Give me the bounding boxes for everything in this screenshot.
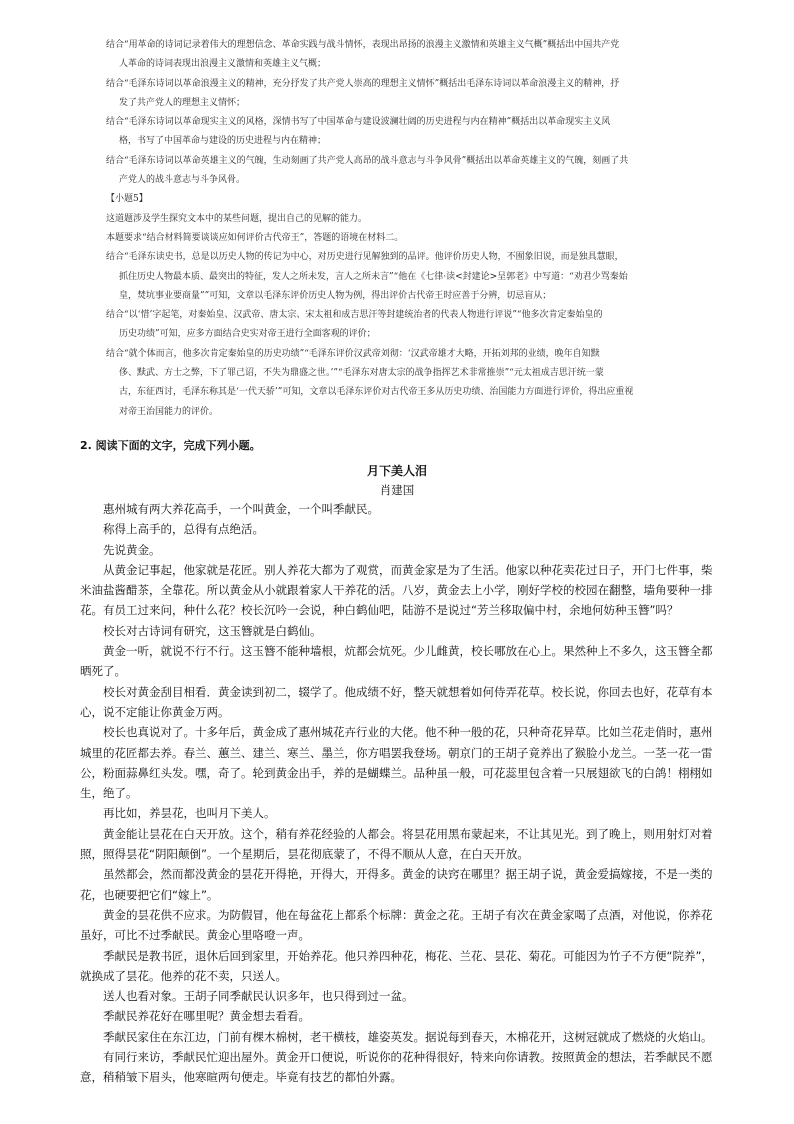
story-paragraph: 校长对黄金刮目相看．黄金读到初二，辍学了。他成绩不好，整天就想着如何侍弄花草。校长说，你回去也好，花草有本心，说不定能让你黄金万两。 [80, 684, 713, 719]
analysis-line: 结合“用革命的诗词记录着伟大的理想信念、革命实践与战斗情怀，表现出昂扬的浪漫主义激情和英雄主义气概”概括出中国共产党 [106, 40, 620, 50]
analysis-line: 历史功绩”可知，应多方面结合史实对帝王进行全面客观的评价； [119, 329, 376, 340]
story-paragraph: 先说黄金。 [103, 542, 161, 557]
story-paragraph: 校长也真说对了。十多年后，黄金成了惠州城花卉行业的大佬。他不种一般的花，只种奇花异草。比如兰花走俏时，惠州城里的花匠都去养。春兰、蕙兰、建兰、寒兰、墨兰，你方唱罢我登场。朝京门的王胡子竟养出了猴脸小龙兰。一茎一花一雷公，粉面蒜鼻红头发。嘿，奇了。轮到黄金出手，养的是蝴蝶兰。品种虽一般，可花蕊里包含着一只展翅欲飞的白鸽！栩栩如生，绝了。 [80, 725, 713, 801]
story-title: 月下美人泪 [366, 464, 427, 478]
analysis-line: 结合“毛泽东诗词以革命现实主义的风格，深情书写了中国革命与建设波澜壮阔的历史进程与内在精神”概括出以革命现实主义风 [106, 117, 611, 128]
analysis-line: 发了共产党人的理想主义情怀； [119, 97, 246, 108]
analysis-line: 这道题涉及学生探究文本中的某些问题，提出自己的见解的能力。 [106, 213, 368, 224]
story-paragraph: 虽然都会，然而都没黄金的昙花开得艳，开得大，开得多。黄金的诀窍在哪里？据王胡子说，黄金爱搞嫁接，不是一类的花，也硬要把它们“嫁上”。 [80, 867, 713, 902]
story-paragraph: 黄金能让昙花在白天开放。这个，稍有养花经验的人都会。将昙花用黑布蒙起来，不让其见光。到了晚上，则用射灯对着照，照得昙花“阴阳颠倒”。一个星期后，昙花彻底蒙了，不得不顺从人意，在白天开放。 [80, 826, 713, 862]
analysis-line: 产党人的战斗意志与斗争风骨。 [119, 175, 246, 186]
story-paragraph: 季献民家住在东江边，门前有棵木棉树，老干横枝，雄姿英发。据说每到春天，木棉花开，这树冠就成了燃烧的火焰山。 [103, 1029, 713, 1044]
analysis-line: 结合“以‘惜’字起笔，对秦始皇、汉武帝、唐太宗、宋太祖和成吉思汗等封建统治者的代表人物进行评说”“他多次肯定秦始皇的 [106, 310, 603, 321]
analysis-line: 结合“毛泽东诗词以革命英雄主义的气魄，生动刻画了共产党人高昂的战斗意志与斗争风骨”概括出以革命英雄主义的气魄，刻画了共 [106, 155, 629, 166]
story-paragraph: 季献民养花好在哪里呢？黄金想去看看。 [103, 1009, 310, 1024]
analysis-line: 侈、黩武、方士之弊，下了罪己诏，不失为鼎盛之世。’”“毛泽东对唐太宗的战争指挥艺术非常推崇”“元太祖成吉思汗统一蒙 [119, 368, 604, 379]
analysis-line: 【小题5】 [106, 194, 148, 205]
story-paragraph: 有同行来访，季献民忙迎出屋外。黄金开口便说，听说你的花种得很好，特来向你请教。按照黄金的想法，若季献民不愿意，稍稍皱下眉头，他寒暄两句便走。毕竟有技艺的都怕外露。 [80, 1050, 713, 1085]
analysis-line: 结合“毛泽东诗词以革命浪漫主义的精神，充分抒发了共产党人崇高的理想主义情怀”概括出毛泽东诗词以革命浪漫主义的精神，抒 [106, 78, 620, 89]
question-heading: 2. 阅读下面的文字，完成下列小题。 [80, 439, 261, 452]
story-paragraph: 黄金一听，就说不行不行。这玉簪不能种墙根，炕都会炕死。少儿雌黄，校长哪放在心上。果然种上不多久，这玉簪全都晒死了。 [80, 644, 713, 679]
story-paragraph: 校长对古诗词有研究，这玉簪就是白鹤仙。 [103, 623, 322, 638]
analysis-line: 本题要求“结合材料简要谈谈应如何评价古代帝王”，答题的语境在材料二。 [106, 232, 404, 243]
story-paragraph: 再比如，养昙花，也叫月下美人。 [103, 806, 276, 821]
story-paragraph: 惠州城有两大养花高手，一个叫黄金，一个叫季献民。 [103, 502, 379, 516]
analysis-line: 对帝王治国能力的评价。 [119, 406, 219, 417]
story-paragraph: 送人也看对象。王胡子同季献民认识多年，也只得到过一盆。 [103, 989, 414, 1004]
story-paragraph: 黄金的昙花供不应求。为防假冒，他在每盆花上都系个标牌：黄金之花。王胡子有次在黄金家喝了点酒，对他说，你养花虽好，可比不过季献民。黄金心里咯噔一声。 [80, 907, 713, 943]
analysis-line: 格，书写了中国革命与建设的历史进程与内在精神； [119, 136, 327, 147]
analysis-line: 抓住历史人物最本质、最突出的特征，发人之所未发，言人之所未言”“他在《七律·读<封建论>呈郭老》中写道：“劝君少骂秦始 [119, 271, 628, 282]
story-body [80, 499, 716, 1088]
analysis-line: 皇，焚坑事业要商量””可知，文章以毛泽东评价历史人物为例，得出评价古代帝王时应善于分辨，切忌盲从； [119, 290, 552, 301]
analysis-line: 结合“就个体而言，他多次肯定秦始皇的历史功绩”“毛泽东评价汉武帝刘彻：‘汉武帝雄才大略，开拓刘邦的业绩，晚年自知黩 [106, 348, 600, 359]
analysis-line: 人革命的诗词表现出浪漫主义激情和英雄主义气概； [119, 59, 327, 70]
answer-analysis-section [106, 36, 718, 422]
story-paragraph: 从黄金记事起，他家就是花匠。别人养花大都为了观赏，而黄金家是为了生活。他家以种花卖花过日子，开门七件事，柴米油盐酱醋茶，全靠花。所以黄金从小就跟着家人干养花的活。八岁，黄金去上小学，刚好学校的校园在翻整，墙角要种一排花。有员工过来问，种什么花？校长沉吟一会说，种白鹤仙吧，陆游不是说过“芳兰移取偏中村，余地何妨种玉簪”吗？ [80, 562, 713, 618]
story-paragraph: 季献民是教书匠，退休后回到家里，开始养花。他只养四种花，梅花、兰花、昙花、菊花。可能因为竹子不方便“院养”，就换成了昙花。他养的花不卖，只送人。 [80, 948, 713, 983]
analysis-line: 结合“毛泽东读史书，总是以历史人物的传记为中心，对历史进行见解独到的品评。他评价历史人物，不囿象旧说，而是独具慧眼， [106, 252, 624, 263]
story-author: 肖建国 [379, 483, 415, 497]
analysis-line: 古，东征西讨，毛泽东称其是‘一代天骄’”可知，文章以毛泽东评价对古代帝王多从历史功绩、治国能力方面进行评价，得出应重视 [119, 387, 634, 398]
story-paragraph: 称得上高手的，总得有点绝活。 [103, 522, 264, 537]
